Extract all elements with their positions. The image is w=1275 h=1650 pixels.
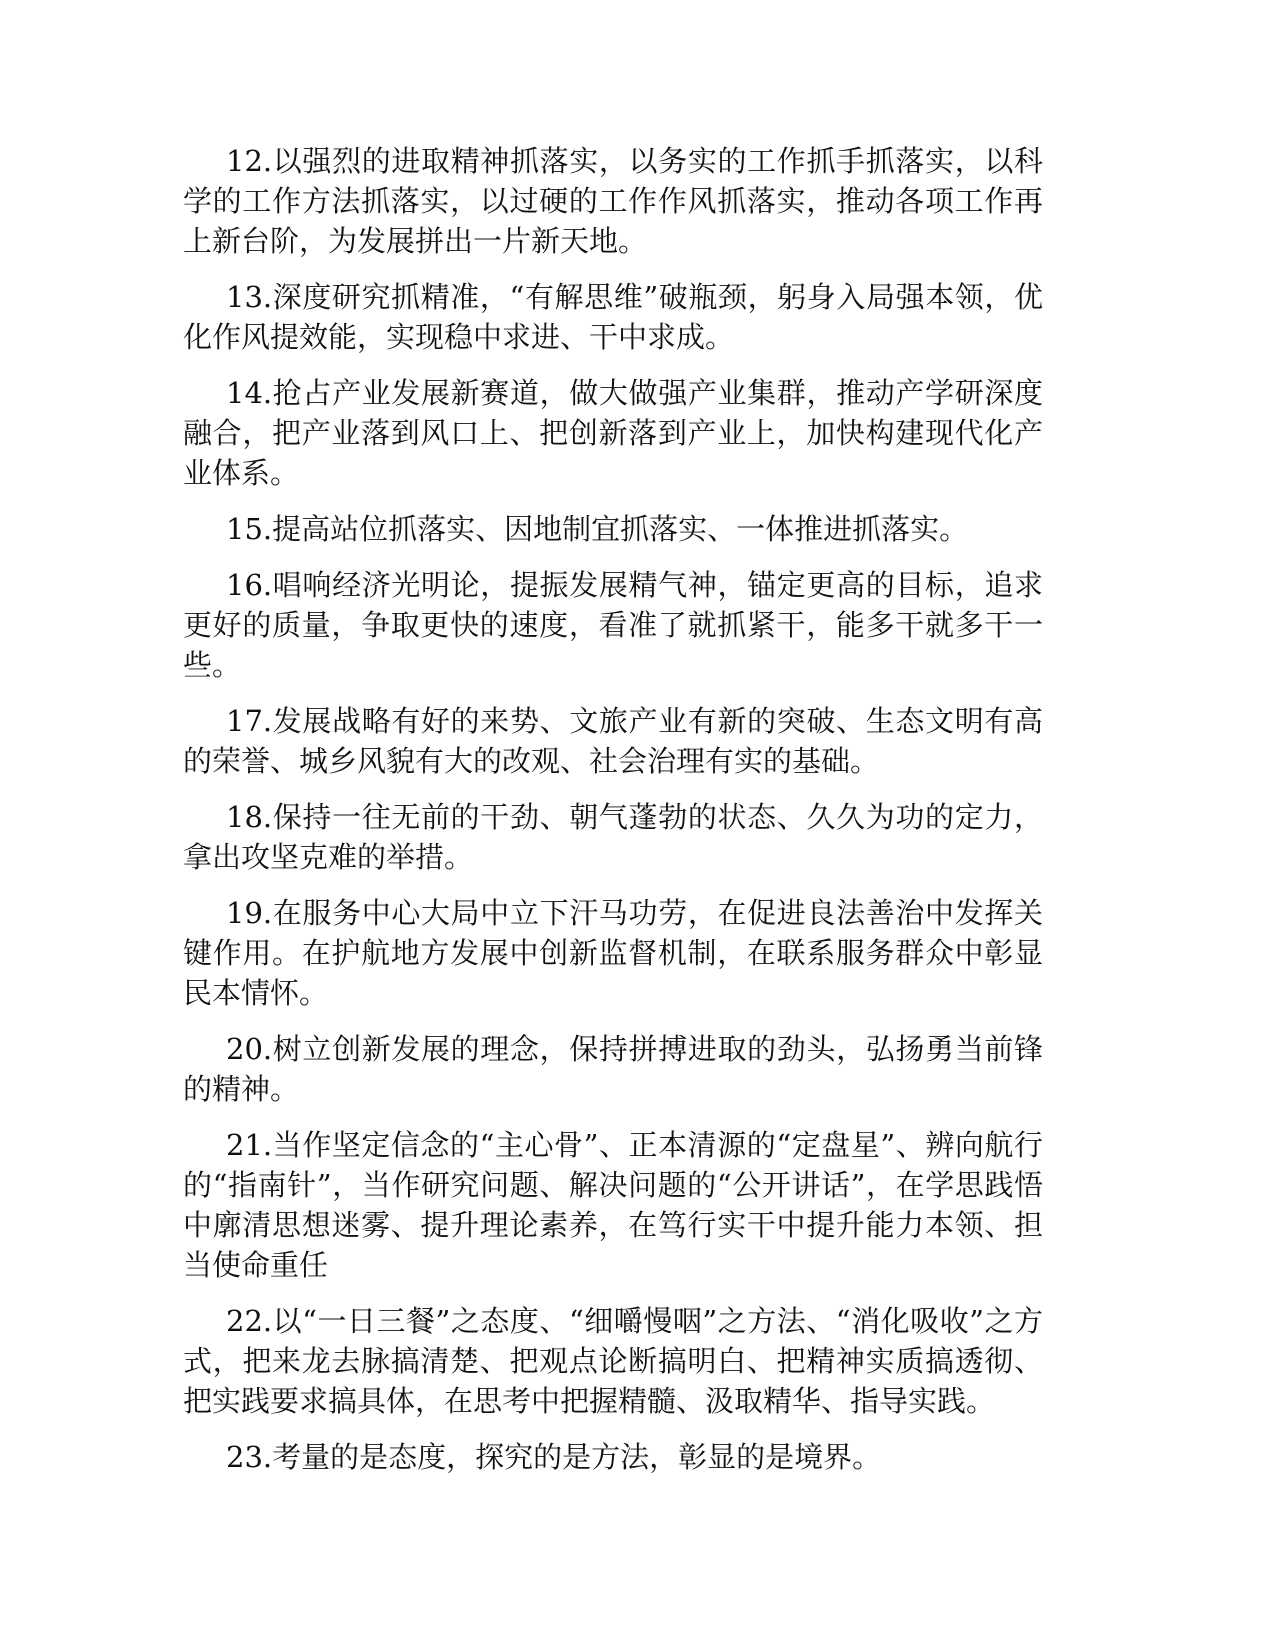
paragraph-12: 12.以强烈的进取精神抓落实，以务实的工作抓手抓落实，以科学的工作方法抓落实，以过硬的工作作风抓落实，推动各项工作再上新台阶，为发展拼出一片新天地。 xyxy=(183,144,1043,258)
paragraph-23: 23.考量的是态度，探究的是方法，彰显的是境界。 xyxy=(226,1440,882,1474)
paragraph-18: 18.保持一往无前的干劲、朝气蓬勃的状态、久久为功的定力，拿出攻坚克难的举措。 xyxy=(183,800,1043,874)
paragraph-22: 22.以“一日三餐”之态度、“细嚼慢咽”之方法、“消化吸收”之方式，把来龙去脉搞清楚、把观点论断搞明白、把精神实质搞透彻、把实践要求搞具体，在思考中把握精髓、汲取精华、指导实践。 xyxy=(183,1304,1043,1418)
paragraph-17: 17.发展战略有好的来势、文旅产业有新的突破、生态文明有高的荣誉、城乡风貌有大的改观、社会治理有实的基础。 xyxy=(183,704,1043,778)
paragraph-15: 15.提高站位抓落实、因地制宜抓落实、一体推进抓落实。 xyxy=(226,512,969,546)
paragraph-20: 20.树立创新发展的理念，保持拼搏进取的劲头，弘扬勇当前锋的精神。 xyxy=(183,1032,1043,1106)
paragraph-13: 13.深度研究抓精准，“有解思维”破瓶颈，躬身入局强本领，优化作风提效能，实现稳中求进、干中求成。 xyxy=(183,280,1043,354)
paragraph-16: 16.唱响经济光明论，提振发展精气神，锚定更高的目标，追求更好的质量，争取更快的速度，看准了就抓紧干，能多干就多干一些。 xyxy=(183,568,1043,682)
paragraph-14: 14.抢占产业发展新赛道，做大做强产业集群，推动产学研深度融合，把产业落到风口上、把创新落到产业上，加快构建现代化产业体系。 xyxy=(183,376,1043,490)
paragraph-21: 21.当作坚定信念的“主心骨”、正本清源的“定盘星”、辨向航行的“指南针”，当作研究问题、解决问题的“公开讲话”，在学思践悟中廓清思想迷雾、提升理论素养，在笃行实干中提升能力本领、担当使命重任 xyxy=(183,1128,1043,1282)
document-body xyxy=(183,141,1043,1493)
paragraph-19: 19.在服务中心大局中立下汗马功劳，在促进良法善治中发挥关键作用。在护航地方发展中创新监督机制，在联系服务群众中彰显民本情怀。 xyxy=(183,896,1043,1010)
